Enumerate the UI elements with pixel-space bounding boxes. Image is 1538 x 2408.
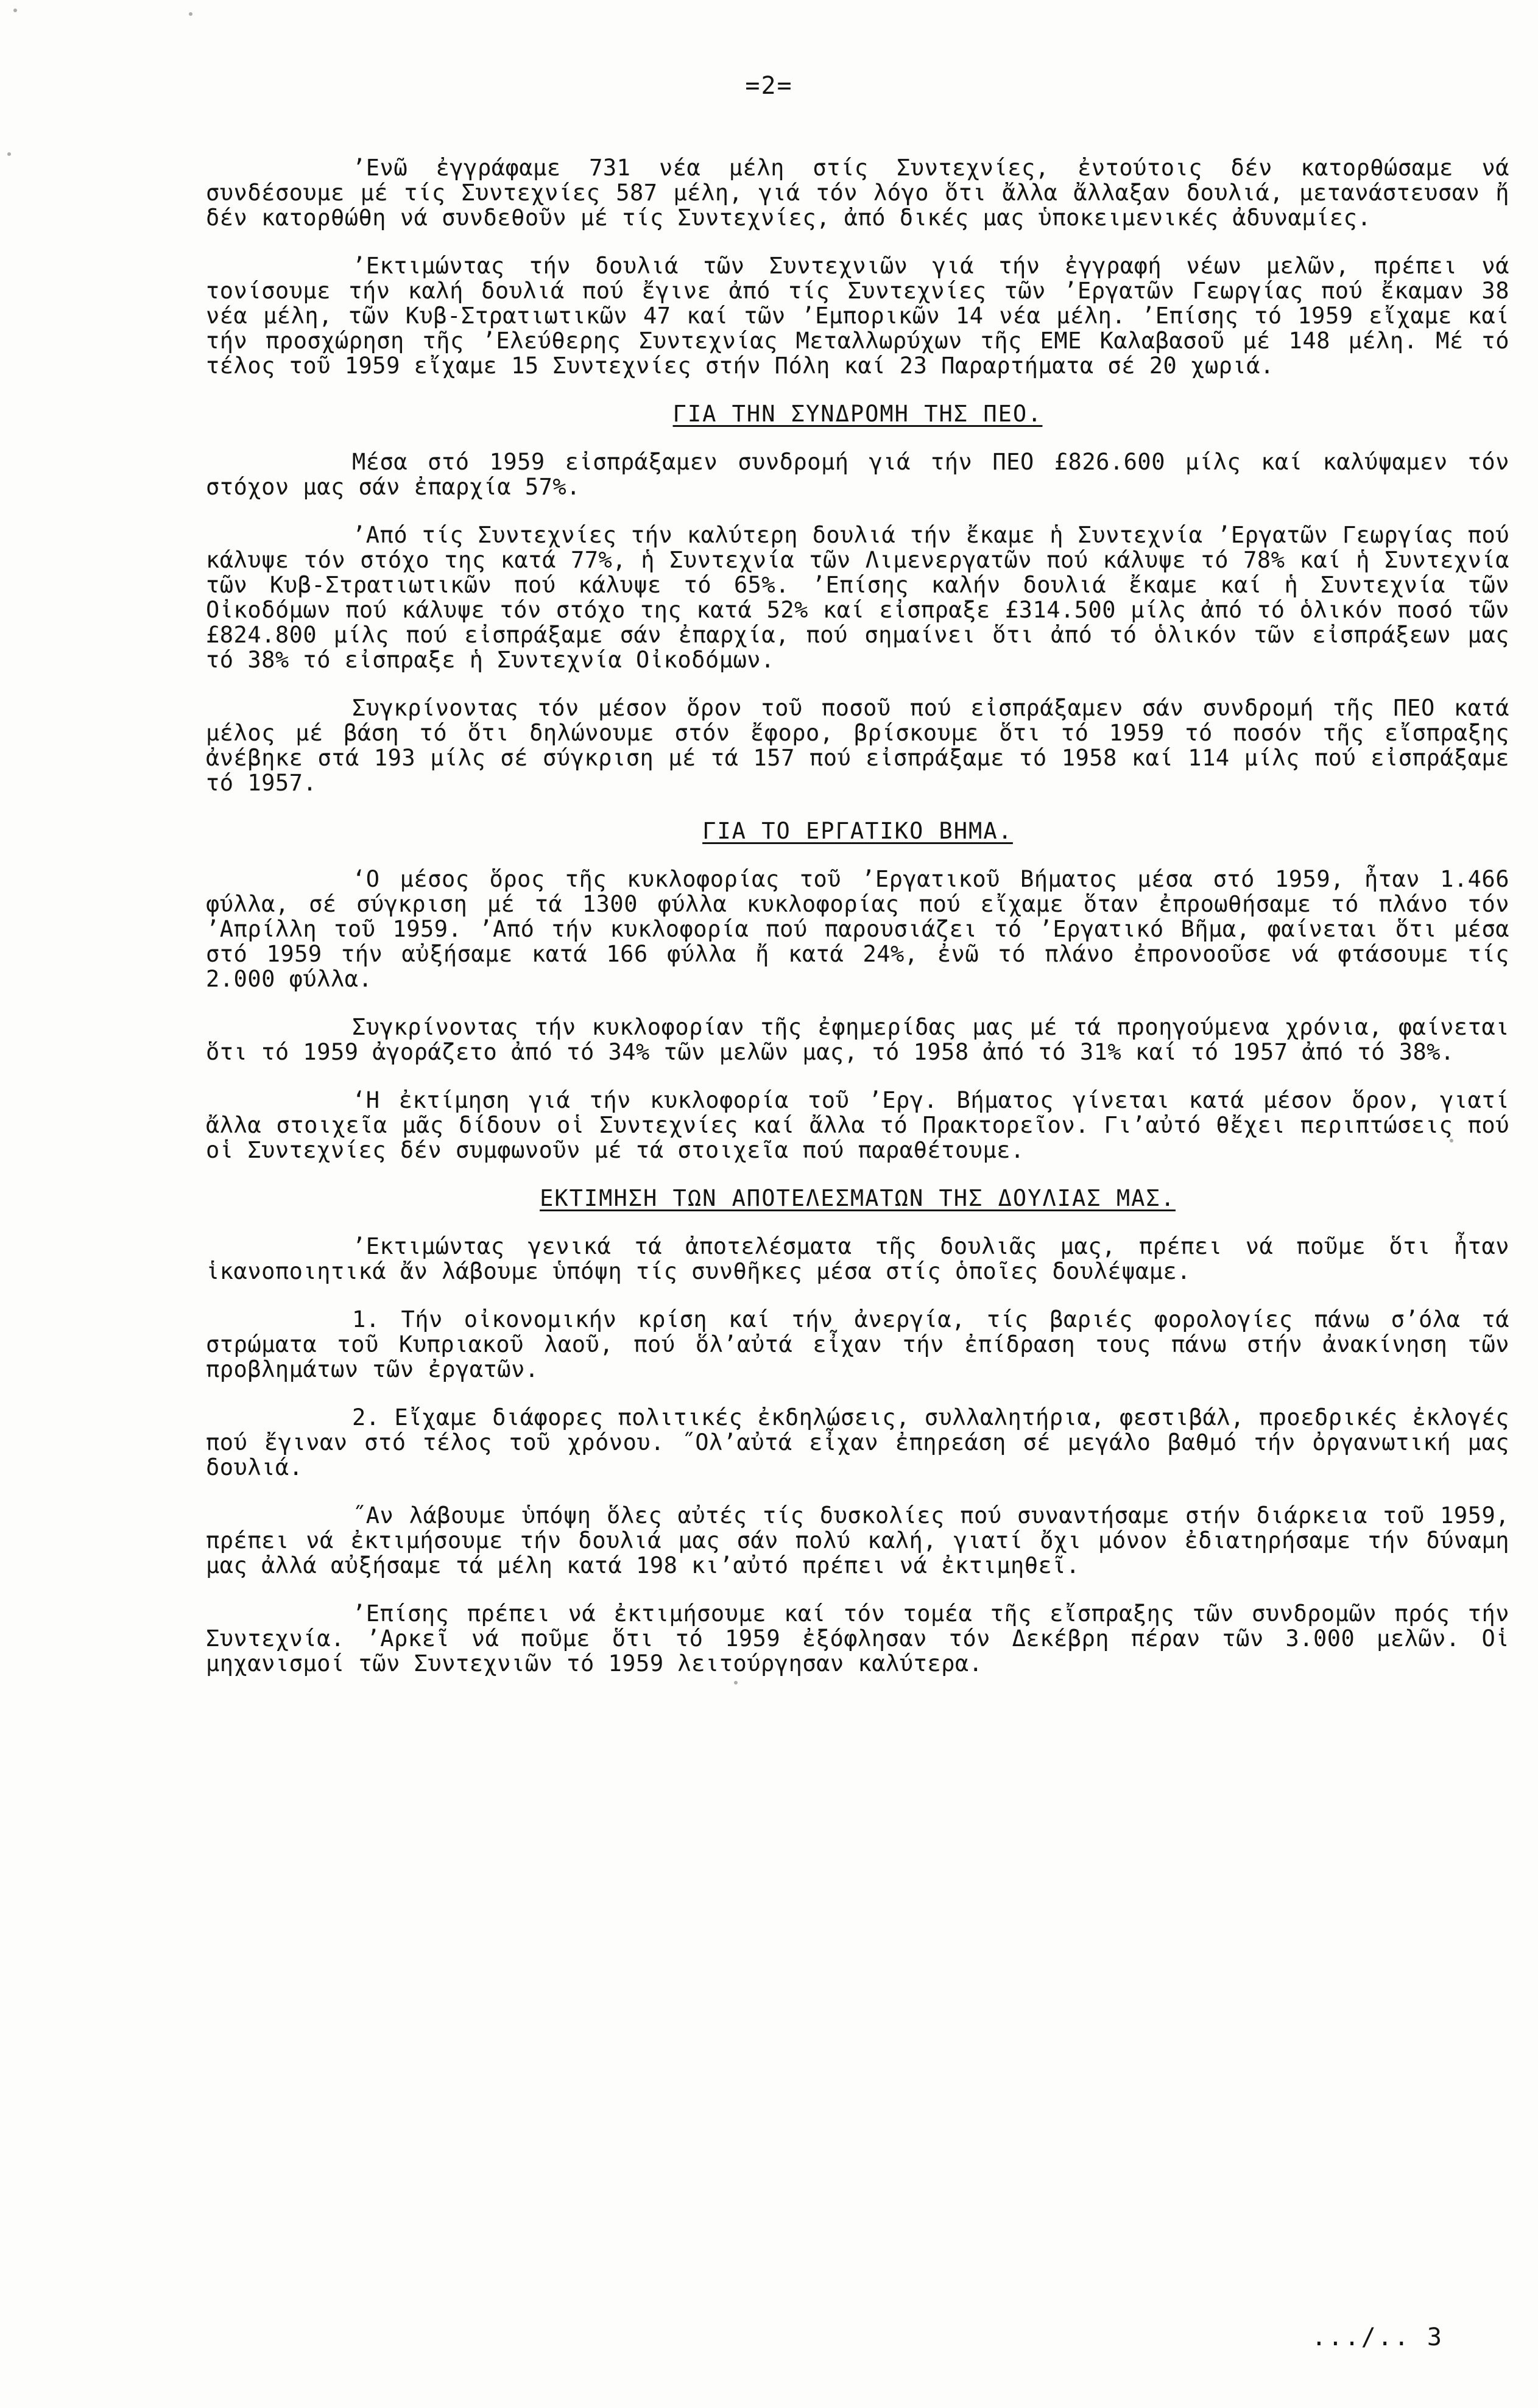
paragraph: ’Εκτιμώντας γενικά τά ἀποτελέσματα τῆς δουλιᾶς μας, πρέπει νά ποῦμε ὅτι ἦταν ἱκανοποιητικά ἄν λάβουμε ὑπόψη τίς συνθῆκες μέσα στίς ὁποῖες δουλέψαμε. bbox=[206, 1233, 1509, 1284]
scan-speck bbox=[734, 1681, 738, 1685]
document-body bbox=[206, 155, 1509, 1699]
scan-speck bbox=[1450, 1139, 1453, 1142]
scan-speck bbox=[7, 152, 11, 156]
paragraph: ‘Ο μέσος ὅρος τῆς κυκλοφορίας τοῦ ’Εργατικοῦ Βήματος μέσα στό 1959, ἦταν 1.466 φύλλα, σέ σύγκριση μέ τά 1300 φύλλα κυκλοφορίας πού εἴχαμε ὅταν ἐπροωθήσαμε τό πλάνο τόν ’Απρίλλη τοῦ 1959. ’Από τήν κυκλοφορία πού παρουσιάζει τό ’Εργατικό Βῆμα, φαίνεται ὅτι μέσα στό 1959 τήν αὐξήσαμε κατά 166 φύλλα ἤ κατά 24%, ἐνῶ τό πλάνο ἐπρονοοῦσε νά φτάσουμε τίς 2.000 φύλλα. bbox=[206, 866, 1509, 992]
section-heading: ΓΙΑ ΤΟ ΕΡΓΑΤΙΚΟ ΒΗΜΑ. bbox=[702, 818, 1013, 844]
section-heading: ΓΙΑ ΤΗΝ ΣΥΝΔΡΟΜΗ ΤΗΣ ΠΕΟ. bbox=[672, 401, 1043, 427]
paragraph: Συγκρίνοντας τόν μέσον ὅρον τοῦ ποσοῦ πού εἰσπράξαμεν σάν συνδρομή τῆς ΠΕΟ κατά μέλος μέ βάση τό ὅτι δηλώνουμε στόν ἔφορο, βρίσκουμε ὅτι τό 1959 τό ποσόν τῆς εἴσπραξης ἀνέβηκε στά 193 μίλς σέ σύγκριση μέ τά 157 πού εἰσπράξαμε τό 1958 καί 114 μίλς πού εἰσπράξαμε τό 1957. bbox=[206, 695, 1509, 796]
paragraph: ’Ενῶ ἐγγράφαμε 731 νέα μέλη στίς Συντεχνίες, ἐντούτοις δέν κατορθώσαμε νά συνδέσουμε μέ τίς Συντεχνίες 587 μέλη, γιά τόν λόγο ὅτι ἄλλα ἄλλαξαν δουλιά, μετανάστευσαν ἤ δέν κατορθώθη νά συνδεθοῦν μέ τίς Συντεχνίες, ἀπό δικές μας ὑποκειμενικές ἀδυναμίες. bbox=[206, 155, 1509, 231]
paragraph: ˝Αν λάβουμε ὑπόψη ὅλες αὐτές τίς δυσκολίες πού συναντήσαμε στήν διάρκεια τοῦ 1959, πρέπει νά ἐκτιμήσουμε τήν δουλιά μας σάν πολύ καλή, γιατί ὄχι μόνον ἐδιατηρήσαμε τήν δύναμη μας ἀλλά αὐξήσαμε τά μέλη κατά 198 κι’αὐτό πρέπει νά ἐκτιμηθεῖ. bbox=[206, 1502, 1509, 1579]
page-number: =2= bbox=[745, 72, 793, 100]
scan-speck bbox=[189, 12, 192, 16]
paragraph: ‘Η ἐκτίμηση γιά τήν κυκλοφορία τοῦ ’Εργ. Βήματος γίνεται κατά μέσον ὅρον, γιατί ἄλλα στοιχεῖα μᾶς δίδουν οἱ Συντεχνίες καί ἄλλα τό Πρακτορεῖον. Γι’αὐτό θἔχει περιπτώσεις πού οἱ Συντεχνίες δέν συμφωνοῦν μέ τά στοιχεῖα πού παραθέτουμε. bbox=[206, 1087, 1509, 1163]
paragraph: ’Από τίς Συντεχνίες τήν καλύτερη δουλιά τήν ἔκαμε ἡ Συντεχνία ’Εργατῶν Γεωργίας πού κάλυψε τόν στόχο της κατά 77%, ἡ Συντεχνία τῶν Λιμενεργατῶν πού κάλυψε τό 78% καί ἡ Συντεχνία τῶν Κυβ-Στρατιωτικῶν πού κάλυψε τό 65%. ’Επίσης καλήν δουλιά ἔκαμε καί ἡ Συντεχνία τῶν Οἰκοδόμων πού κάλυψε τόν στόχο της κατά 52% καί εἰσπραξε £314.500 μίλς ἀπό τό ὁλικόν ποσό τῶν £824.800 μίλς πού εἰσπράξαμε σάν ἐπαρχία, πού σημαίνει ὅτι ἀπό τό ὁλικόν τῶν εἰσπράξεων μας τό 38% τό εἰσπραξε ἡ Συντεχνία Οἰκοδόμων. bbox=[206, 522, 1509, 673]
scan-speck bbox=[13, 9, 17, 12]
paragraph: Μέσα στό 1959 εἰσπράξαμεν συνδρομή γιά τήν ΠΕΟ £826.600 μίλς καί καλύψαμεν τόν στόχον μας σάν ἐπαρχία 57%. bbox=[206, 449, 1509, 500]
continuation-marker: .../.. 3 bbox=[1311, 2323, 1444, 2351]
section-heading: ΕΚΤΙΜΗΣΗ ΤΩΝ ΑΠΟΤΕΛΕΣΜΑΤΩΝ ΤΗΣ ΔΟΥΛΙΑΣ ΜΑΣ. bbox=[540, 1185, 1176, 1211]
list-item: 2. Εἴχαμε διάφορες πολιτικές ἐκδηλώσεις, συλλαλητήρια, φεστιβάλ, προεδρικές ἐκλογές πού ἔγιναν στό τέλος τοῦ χρόνου. ˝Ολ’αὐτά εἶχαν ἐπηρεάση σέ μεγάλο βαθμό τήν ὀργανωτική μας δουλιά. bbox=[206, 1404, 1509, 1480]
paragraph: ’Εκτιμώντας τήν δουλιά τῶν Συντεχνιῶν γιά τήν ἐγγραφή νέων μελῶν, πρέπει νά τονίσουμε τήν καλή δουλιά πού ἔγινε ἀπό τίς Συντεχνίες τῶν ’Εργατῶν Γεωργίας πού ἔκαμαν 38 νέα μέλη, τῶν Κυβ-Στρατιωτικῶν 47 καί τῶν ’Εμπορικῶν 14 νέα μέλη. ’Επίσης τό 1959 εἴχαμε καί τήν προσχώρηση τῆς ’Ελεύθερης Συντεχνίας Μεταλλωρύχων τῆς ΕΜΕ Καλαβασοῦ μέ 148 μέλη. Μέ τό τέλος τοῦ 1959 εἴχαμε 15 Συντεχνίες στήν Πόλη καί 23 Παραρτήματα σέ 20 χωριά. bbox=[206, 253, 1509, 379]
list-item: 1. Τήν οἰκονομικήν κρίση καί τήν ἀνεργία, τίς βαριές φορολογίες πάνω σ’όλα τά στρώματα τοῦ Κυπριακοῦ λαοῦ, πού ὅλ’αὐτά εἶχαν τήν ἐπίδραση τους πάνω στήν ἀνακίνηση τῶν προβλημάτων τῶν ἐργατῶν. bbox=[206, 1306, 1509, 1382]
paragraph: Συγκρίνοντας τήν κυκλοφορίαν τῆς ἐφημερίδας μας μέ τά προηγούμενα χρόνια, φαίνεται ὅτι τό 1959 ἀγοράζετο ἀπό τό 34% τῶν μελῶν μας, τό 1958 ἀπό τό 31% καί τό 1957 ἀπό τό 38%. bbox=[206, 1014, 1509, 1065]
paragraph: ’Επίσης πρέπει νά ἐκτιμήσουμε καί τόν τομέα τῆς εἴσπραξης τῶν συνδρομῶν πρός τήν Συντεχνία. ’Αρκεῖ νά ποῦμε ὅτι τό 1959 ἐξόφλησαν τόν Δεκέβρη πέραν τῶν 3.000 μελῶν. Οἱ μηχανισμοί τῶν Συντεχνιῶν τό 1959 λειτούργησαν καλύτερα. bbox=[206, 1600, 1509, 1677]
